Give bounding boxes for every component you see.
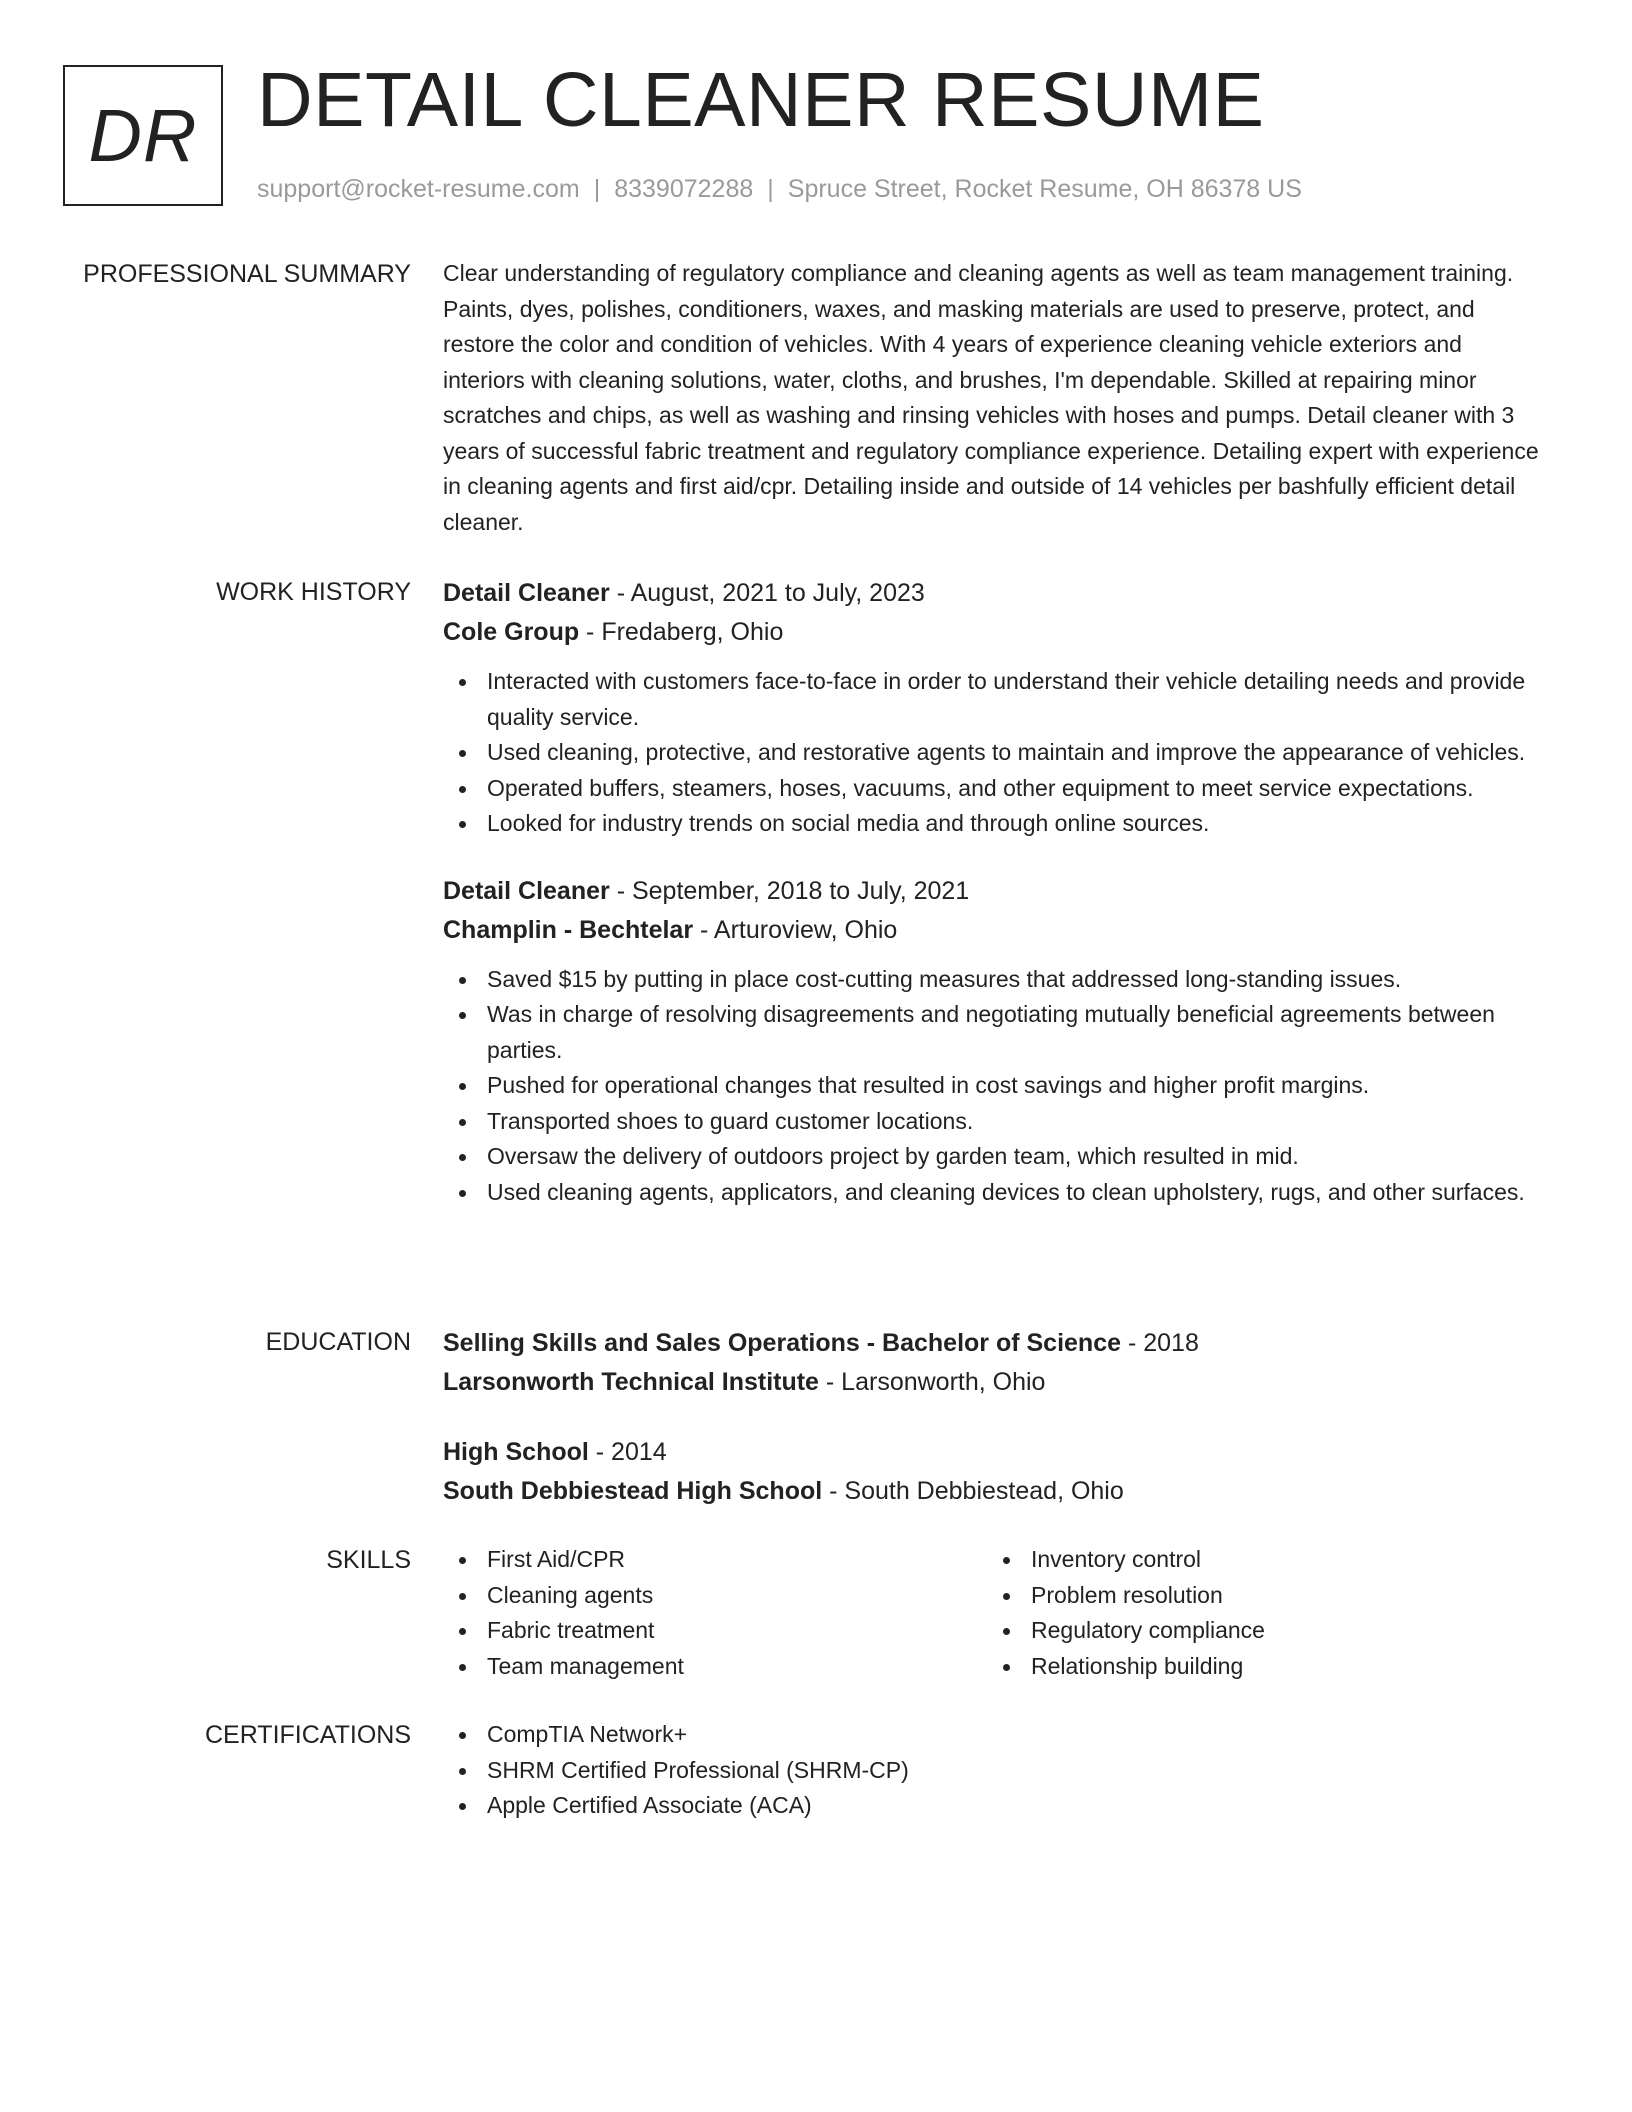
- skills-body: [443, 1542, 1543, 1684]
- job-bullet: Interacted with customers face-to-face in order to understand their vehicle detailing needs and provide quality service.: [443, 664, 1543, 735]
- section-label-education: EDUCATION: [265, 1328, 411, 1356]
- job-bullet: Saved $15 by putting in place cost-cutting measures that addressed long-standing issues.: [443, 962, 1543, 998]
- education-location: - South Debbiestead, Ohio: [822, 1477, 1124, 1505]
- job-location: - Arturoview, Ohio: [693, 915, 898, 944]
- section-label-skills: SKILLS: [326, 1546, 411, 1574]
- job-bullet: Transported shoes to guard customer locations.: [443, 1104, 1543, 1140]
- job-bullet: Used cleaning, protective, and restorative agents to maintain and improve the appearance of vehicles.: [443, 735, 1543, 771]
- education-body: [443, 1324, 1543, 1511]
- skill-item: Fabric treatment: [443, 1613, 987, 1649]
- skill-item: Inventory control: [987, 1542, 1531, 1578]
- job-bullet: Operated buffers, steamers, hoses, vacuums, and other equipment to meet service expectations.: [443, 771, 1543, 807]
- monogram-initials: DR: [88, 94, 198, 177]
- job-bullet: Oversaw the delivery of outdoors project by garden team, which resulted in mid.: [443, 1139, 1543, 1175]
- job-company-line: [443, 613, 1543, 652]
- job-company: Champlin - Bechtelar: [443, 915, 694, 944]
- job-location: - Fredaberg, Ohio: [579, 618, 784, 646]
- contact-line: [257, 172, 1302, 206]
- education-degree: High School: [443, 1438, 589, 1466]
- job-title: Detail Cleaner: [443, 876, 610, 905]
- monogram-box: [63, 65, 223, 206]
- work-history-body: [443, 574, 1543, 1210]
- certification-item: SHRM Certified Professional (SHRM-CP): [443, 1753, 1543, 1789]
- education-degree: Selling Skills and Sales Operations - Bachelor of Science: [443, 1329, 1122, 1357]
- education-school-line: [443, 1472, 1543, 1511]
- contact-separator: |: [767, 175, 774, 203]
- job-company: Cole Group: [443, 618, 580, 646]
- skill-item: Problem resolution: [987, 1578, 1531, 1614]
- contact-phone: 8339072288: [614, 175, 754, 203]
- certification-item: Apple Certified Associate (ACA): [443, 1788, 1543, 1824]
- contact-address: Spruce Street, Rocket Resume, OH 86378 US: [787, 175, 1302, 203]
- certification-item: CompTIA Network+: [443, 1717, 1543, 1753]
- skill-item: First Aid/CPR: [443, 1542, 987, 1578]
- skill-item: Regulatory compliance: [987, 1613, 1531, 1649]
- skill-item: Cleaning agents: [443, 1578, 987, 1614]
- education-degree-line: [443, 1324, 1543, 1363]
- skill-item: Team management: [443, 1649, 987, 1685]
- job-bullets: [443, 664, 1543, 842]
- summary-body: [443, 256, 1543, 540]
- education-entry: [443, 1433, 1543, 1511]
- job-title-line: [443, 574, 1543, 613]
- job-entry: [443, 872, 1543, 1211]
- job-dates: - August, 2021 to July, 2023: [609, 579, 925, 607]
- contact-email: support@rocket-resume.com: [257, 175, 580, 203]
- section-label-certifications: CERTIFICATIONS: [204, 1721, 411, 1749]
- job-company-line: [443, 911, 1543, 950]
- job-bullet: Was in charge of resolving disagreements and negotiating mutually beneficial agreements between parties.: [443, 997, 1543, 1068]
- skills-list-right: [987, 1542, 1531, 1684]
- job-dates: - September, 2018 to July, 2021: [609, 876, 970, 905]
- resume-title: DETAIL CLEANER RESUME: [257, 57, 1265, 143]
- job-bullet: Used cleaning agents, applicators, and cleaning devices to clean upholstery, rugs, and other surfaces.: [443, 1175, 1543, 1211]
- education-degree-line: [443, 1433, 1543, 1472]
- certifications-body: [443, 1717, 1543, 1824]
- education-year: - 2018: [1121, 1329, 1199, 1357]
- skills-list-left: [443, 1542, 987, 1684]
- job-entry: [443, 574, 1543, 842]
- education-school-line: [443, 1363, 1543, 1402]
- job-bullet: Pushed for operational changes that resulted in cost savings and higher profit margins.: [443, 1068, 1543, 1104]
- certifications-list: [443, 1717, 1543, 1824]
- education-entry: [443, 1324, 1543, 1402]
- education-school: Larsonworth Technical Institute: [443, 1368, 819, 1396]
- job-bullets: [443, 962, 1543, 1211]
- education-year: - 2014: [588, 1438, 667, 1466]
- section-label-summary: PROFESSIONAL SUMMARY: [83, 260, 411, 288]
- education-school: South Debbiestead High School: [443, 1477, 823, 1505]
- section-label-work-history: WORK HISTORY: [216, 578, 411, 606]
- job-title: Detail Cleaner: [443, 579, 610, 607]
- summary-text: Clear understanding of regulatory compliance and cleaning agents as well as team management training. Paints, dyes, polishes, conditioners, waxes, and masking materials are used to preserve, protect, and restore the color and condition of vehicles. With 4 years of experience cleaning vehicle exteriors and interiors with cleaning solutions, water, cloths, and brushes, I'm dependable. Skilled at repairing minor scratches and chips, as well as washing and rinsing vehicles with hoses and pumps. Detail cleaner with 3 years of successful fabric treatment and regulatory compliance experience. Detailing expert with experience in cleaning agents and first aid/cpr. Detailing inside and outside of 14 vehicles per bashfully efficient detail cleaner.: [443, 260, 1539, 535]
- contact-separator: |: [593, 175, 601, 203]
- education-location: - Larsonworth, Ohio: [818, 1368, 1046, 1396]
- skill-item: Relationship building: [987, 1649, 1531, 1685]
- job-bullet: Looked for industry trends on social media and through online sources.: [443, 806, 1543, 842]
- job-title-line: [443, 872, 1543, 911]
